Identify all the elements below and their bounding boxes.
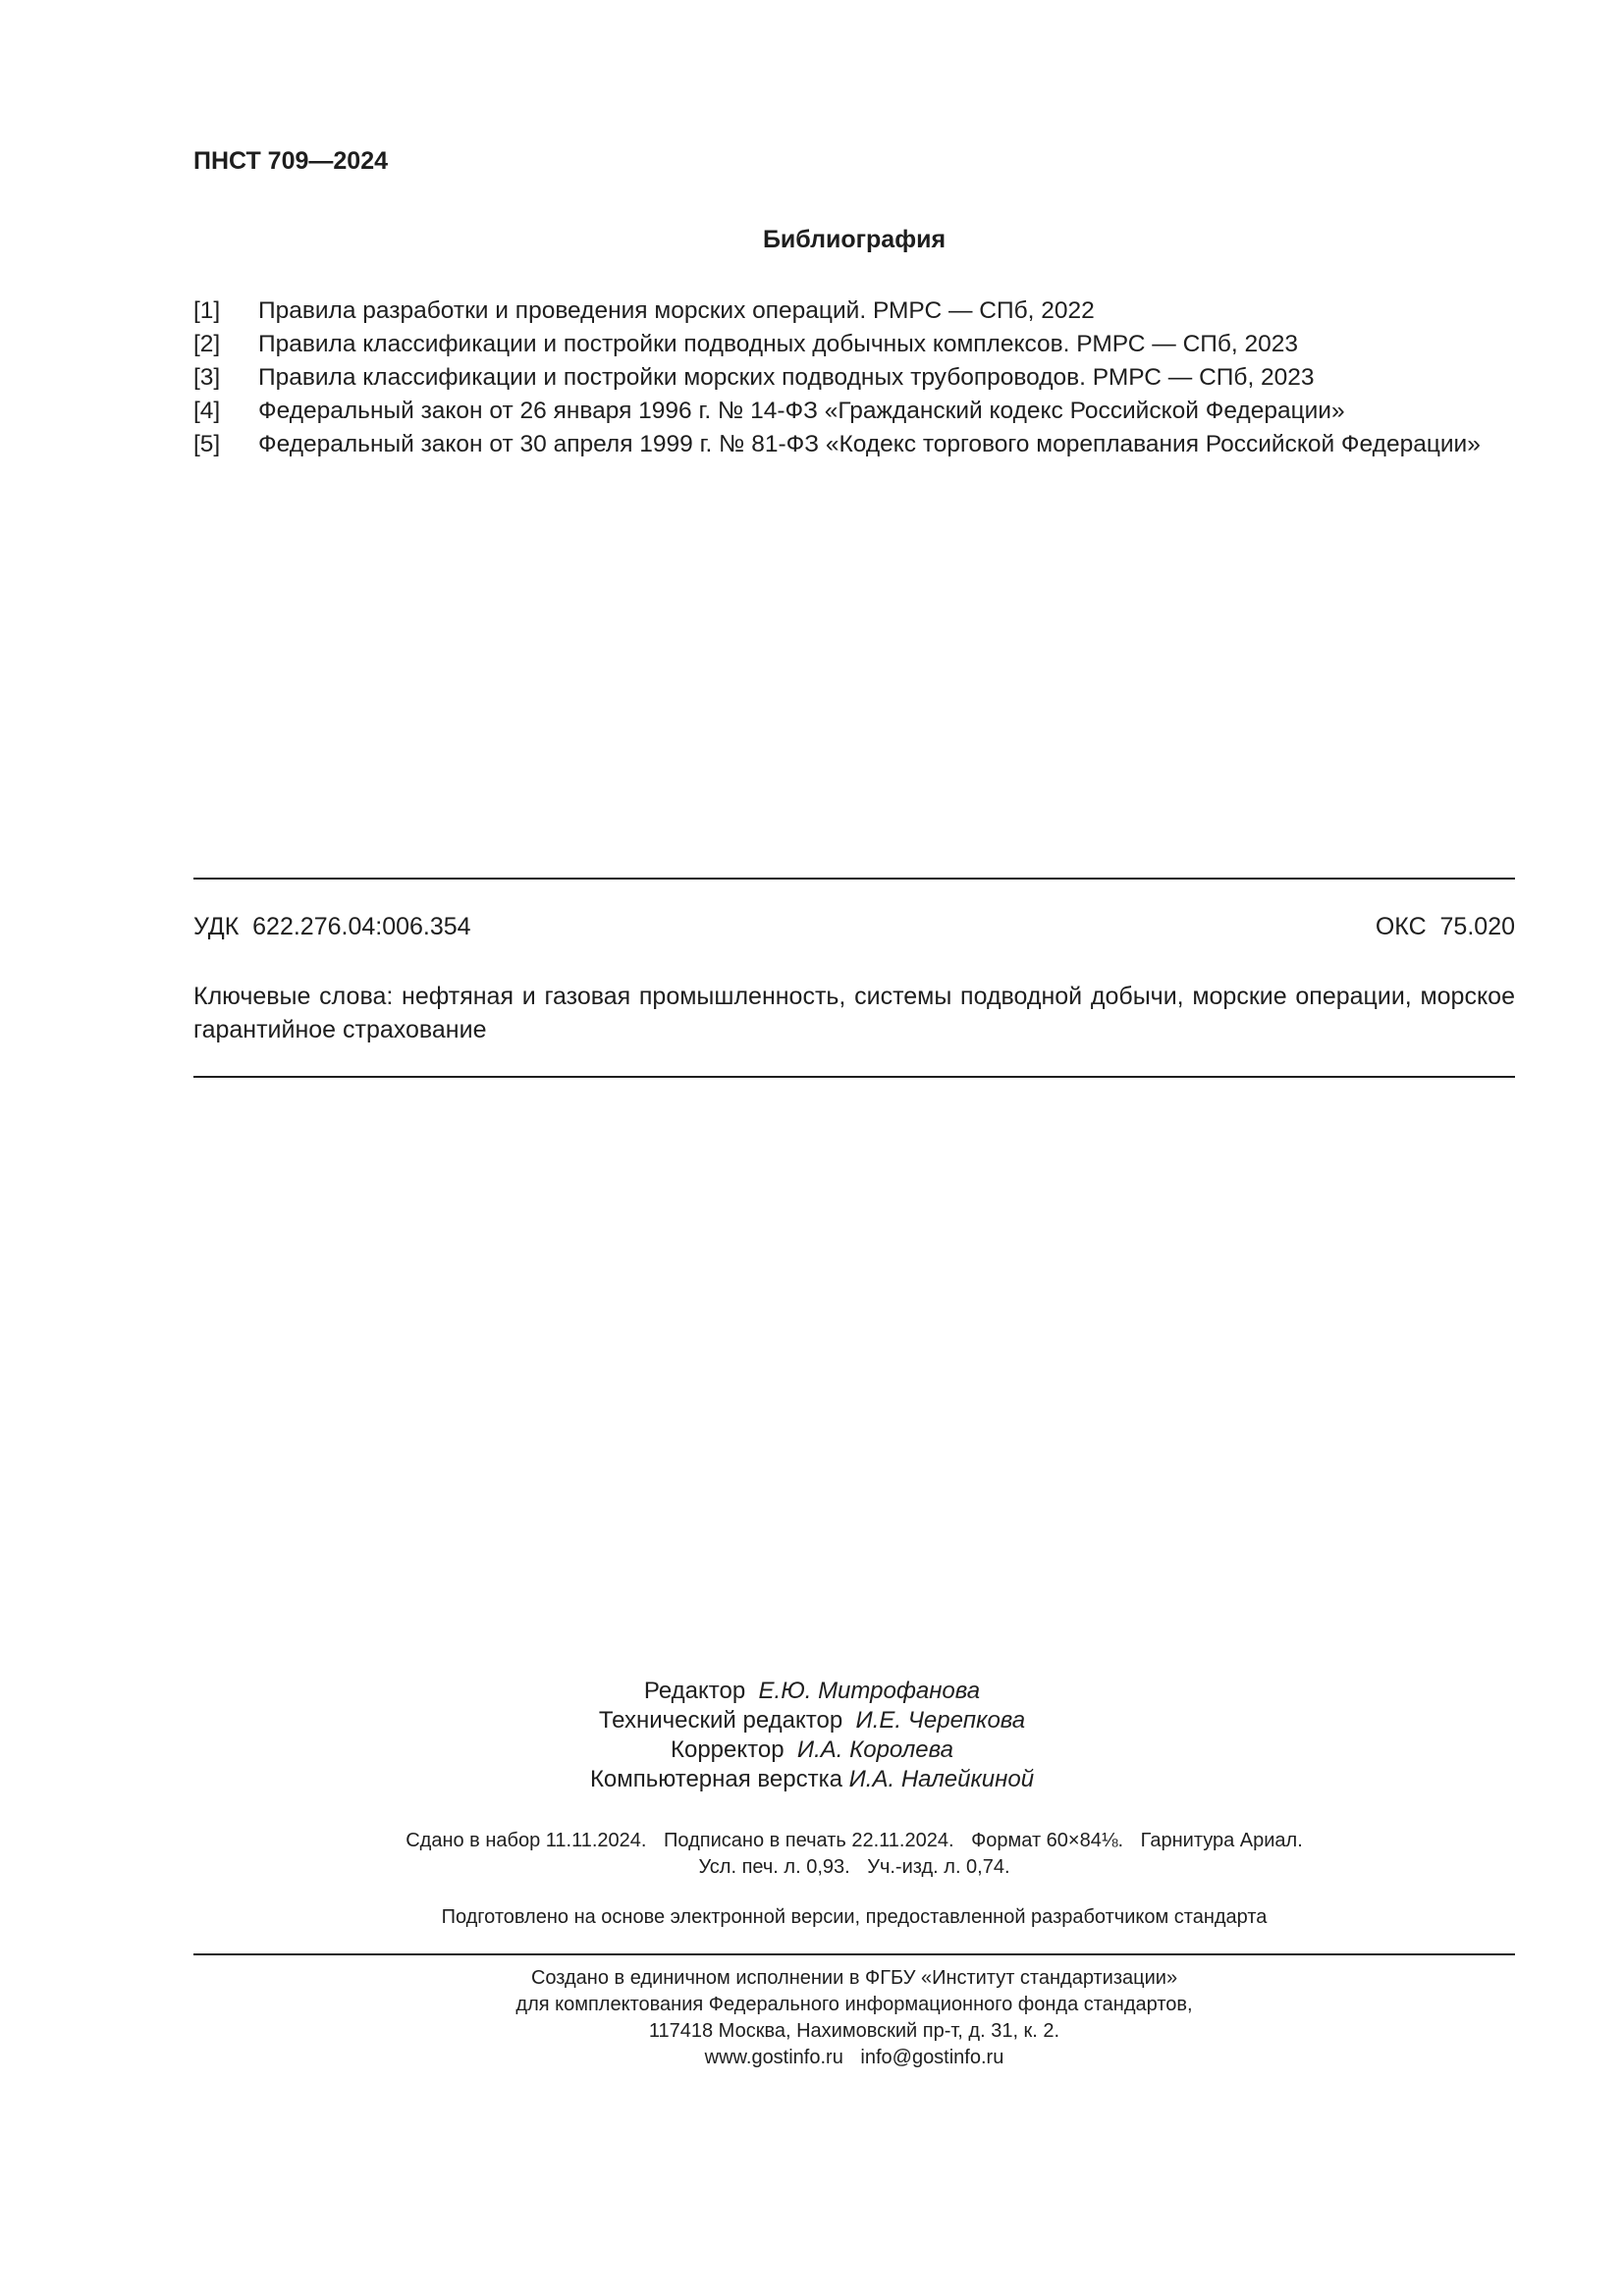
bibliography-text: Правила классификации и постройки подводных добычных комплексов. РМРС — СПб, 2023	[258, 331, 1299, 357]
publisher-line: для комплектования Федерального информационного фонда стандартов,	[515, 1994, 1193, 2015]
publisher-line: Создано в единичном исполнении в ФГБУ «Институт стандартизации»	[530, 1967, 1178, 1989]
credit-name: И.А. Королева	[796, 1736, 953, 1763]
oks-code: ОКС 75.020	[1375, 913, 1515, 940]
imprint-print-sheets: Усл. печ. л. 0,93.	[698, 1856, 850, 1878]
imprint-typeface: Гарнитура Ариал.	[1140, 1830, 1303, 1851]
email-link[interactable]: info@gostinfo.ru	[860, 2047, 1004, 2068]
credit-line	[0, 1735, 1624, 1765]
bibliography-number: [1]	[193, 297, 221, 324]
imprint-format: Формат 60×84⅛.	[971, 1830, 1124, 1851]
divider-middle	[193, 1076, 1515, 1078]
credit-line	[0, 1706, 1624, 1735]
publisher-address: 117418 Москва, Нахимовский пр-т, д. 31, к. 2.	[648, 2020, 1060, 2042]
document-code: ПНСТ 709—2024	[193, 147, 388, 175]
website-link[interactable]: www.gostinfo.ru	[704, 2047, 843, 2068]
keywords: Ключевые слова: нефтяная и газовая промышленность, системы подводной добычи, морские операции, морское гарантийное страхование	[193, 983, 1515, 1043]
bibliography-text: Федеральный закон от 26 января 1996 г. № 14-ФЗ «Гражданский кодекс Российской Федерации»	[258, 398, 1345, 424]
section-title: Библиография	[762, 226, 947, 253]
bibliography-number: [4]	[193, 398, 221, 424]
credit-role: Редактор	[643, 1678, 746, 1704]
bibliography-number: [5]	[193, 431, 221, 457]
bibliography-item	[193, 428, 1568, 461]
divider-bottom	[193, 1953, 1515, 1955]
publisher-contacts	[0, 2045, 1624, 2071]
imprint-publisher-sheets: Уч.-изд. л. 0,74.	[867, 1856, 1010, 1878]
bibliography-number: [3]	[193, 364, 221, 391]
imprint-typeset: Сдано в набор 11.11.2024.	[406, 1830, 647, 1851]
credit-line	[0, 1765, 1624, 1794]
credit-line	[0, 1677, 1624, 1706]
credit-name: И.Е. Черепкова	[855, 1707, 1026, 1734]
bibliography-list	[193, 294, 1568, 461]
imprint-line-1	[0, 1828, 1624, 1854]
bibliography-item	[193, 294, 1568, 328]
credits-block	[0, 1677, 1624, 1794]
divider-top	[193, 878, 1515, 880]
credit-role: Корректор	[671, 1736, 785, 1763]
bibliography-number: [2]	[193, 331, 221, 357]
prepared-note: Подготовлено на основе электронной версии, предоставленной разработчиком стандарта	[441, 1906, 1268, 1928]
publisher-block	[0, 1965, 1624, 2071]
credit-role: Компьютерная верстка	[589, 1766, 842, 1792]
imprint-signed: Подписано в печать 22.11.2024.	[664, 1830, 954, 1851]
credit-name: Е.Ю. Митрофанова	[758, 1678, 981, 1704]
bibliography-item	[193, 395, 1568, 428]
bibliography-text: Федеральный закон от 30 апреля 1999 г. № 81-ФЗ «Кодекс торгового мореплавания Российской Федерации»	[258, 431, 1481, 457]
bibliography-item	[193, 328, 1568, 361]
imprint-block	[0, 1828, 1624, 1881]
bibliography-text: Правила классификации и постройки морских подводных трубопроводов. РМРС — СПб, 2023	[258, 364, 1315, 391]
credit-name: И.А. Налейкиной	[848, 1766, 1035, 1792]
bibliography-item	[193, 361, 1568, 395]
credit-role: Технический редактор	[598, 1707, 843, 1734]
bibliography-text: Правила разработки и проведения морских операций. РМРС — СПб, 2022	[258, 297, 1095, 324]
imprint-line-2	[0, 1854, 1624, 1881]
udk-code: УДК 622.276.04:006.354	[193, 913, 471, 940]
